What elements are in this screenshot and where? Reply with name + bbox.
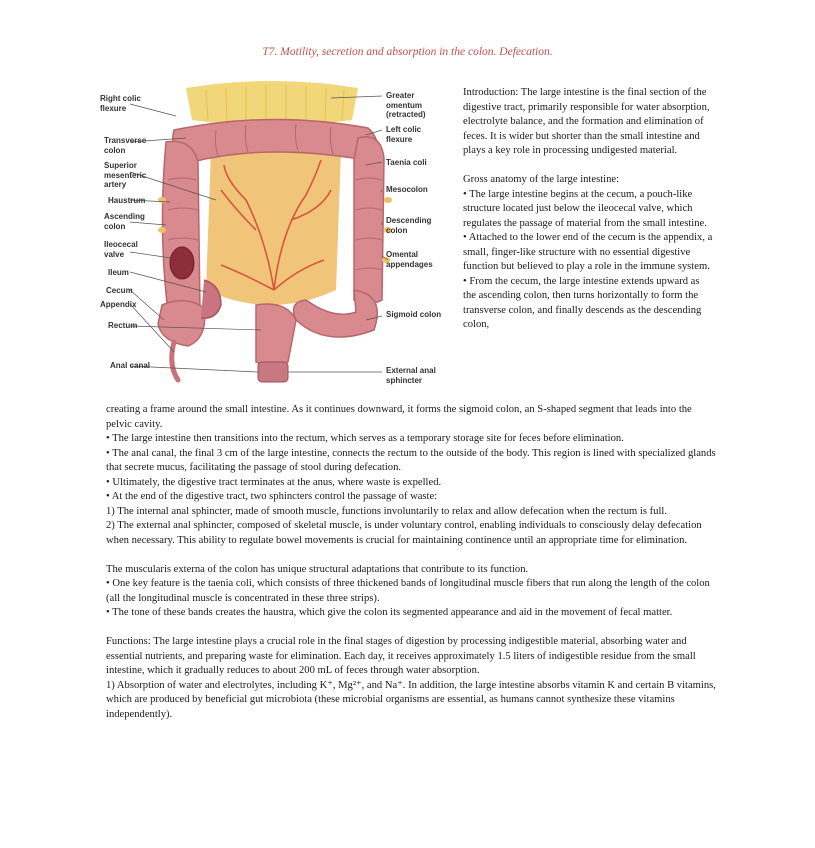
paragraph-muscularis: The muscularis externa of the colon has unique structural adaptations that contribute to its function.	[106, 563, 529, 575]
main-text-block	[106, 403, 718, 722]
bullet-sphincters: • At the end of the digestive tract, two sphincters control the passage of waste:	[106, 491, 438, 502]
bullet-rectum: • The large intestine then transitions into the rectum, which serves as a temporary storage site for feces before elimination.	[106, 433, 624, 444]
paragraph-gap	[106, 548, 718, 563]
label-ascending-colon: Ascending colon	[104, 212, 145, 231]
label-left-colic-flexure: Left colic flexure	[386, 125, 422, 144]
item-internal-sphincter: 1) The internal anal sphincter, made of smooth muscle, functions involuntarily to relax and allow defecation when the rectum is full.	[106, 505, 667, 517]
bullet-appendix: • Attached to the lower end of the cecum is the appendix, a small, finger-like structure with no essential digestive function but believed to play a role in the immune system.	[463, 232, 713, 272]
bullet-haustra: • The tone of these bands creates the haustra, which give the colon its segmented appearance and aid in the movement of fecal matter.	[106, 607, 673, 618]
label-haustrum: Haustrum	[108, 196, 146, 205]
label-appendix: Appendix	[100, 300, 137, 309]
item-absorption: 1) Absorption of water and electrolytes, including K⁺, Mg²⁺, and Na⁺. In addition, the large intestine absorbs vitamin K and certain B vitamins, which are produced by beneficial gut microbiota (these microbial organisms are essential, as humans cannot synthesize these vitamins independently).	[106, 679, 716, 720]
label-mesocolon: Mesocolon	[386, 185, 428, 194]
paragraph-gap	[106, 621, 718, 636]
label-taenia-coli: Taenia coli	[386, 158, 427, 167]
paragraph-sigmoid: creating a frame around the small intestine. As it continues downward, it forms the sigmoid colon, an S-shaped segment that leads into the pelvic cavity.	[106, 404, 692, 430]
label-superior-mesenteric-artery: Superior mesenteric artery	[104, 161, 147, 189]
label-descending-colon: Descending colon	[386, 216, 432, 235]
label-sigmoid-colon: Sigmoid colon	[386, 310, 442, 319]
label-external-anal-sphincter: External anal sphincter	[386, 366, 436, 385]
label-ileum: Ileum	[108, 268, 129, 277]
mesentery-shape	[206, 143, 341, 306]
label-rectum: Rectum	[108, 321, 138, 330]
paragraph-gap	[463, 159, 713, 174]
appendix-shape	[172, 342, 178, 380]
gross-anatomy-heading: Gross anatomy of the large intestine:	[463, 174, 620, 185]
bullet-cecum: • The large intestine begins at the cecum, a pouch-like structure located just below the ileocecal valve, which regulates the passage of material from the small intestine.	[463, 188, 707, 229]
label-ileocecal-valve: Ileocecal valve	[104, 240, 138, 259]
item-external-sphincter: 2) The external anal sphincter, composed of skeletal muscle, is under voluntary control, enabling individuals to consciously delay defecation when necessary. This ability to regulate bowel movements is crucial for maintaining continence until an appropriate time for elimination.	[106, 520, 702, 546]
intro-paragraph: Introduction: The large intestine is the final section of the digestive tract, primarily responsible for water absorption, electrolyte balance, and the formation and elimination of feces. It is wider but shorter than the small intestine and plays a key role in processing undigested material.	[463, 87, 710, 156]
ileocecal-valve-shape	[170, 247, 194, 279]
bullet-anal-canal: • The anal canal, the final 3 cm of the large intestine, connects the rectum to the outside of the body. This region is lined with specialized glands that secrete mucus, facilitating the passage of stool during defecation.	[106, 447, 716, 473]
colon-anatomy-figure	[96, 80, 446, 390]
page-title: T7. Motility, secretion and absorption in the colon. Defecation.	[262, 46, 553, 58]
label-transverse-colon: Transverse colon	[104, 136, 147, 155]
bullet-taenia-coli: • One key feature is the taenia coli, which consists of three thickened bands of longitudinal muscle fibers that run along the length of the colon (all the longitudinal muscle is concentrated in these three strips).	[106, 578, 710, 604]
label-cecum: Cecum	[106, 286, 133, 295]
paragraph-functions: Functions: The large intestine plays a crucial role in the final stages of digestion by processing indigestible material, absorbing water and essential nutrients, and preparing waste for elimination. Each day, it receives approximately 1.5 liters of indigestible residue from the small intestine, which it gradually reduces to about 200 mL of feces through water absorption.	[106, 636, 696, 676]
anal-canal-shape	[258, 362, 288, 382]
side-text-column	[463, 86, 713, 333]
bullet-anus: • Ultimately, the digestive tract terminates at the anus, where waste is expelled.	[106, 476, 442, 488]
label-anal-canal: Anal canal	[110, 361, 151, 370]
label-omental-appendages: Omental appendages	[386, 250, 433, 269]
label-right-colic-flexure: Right colic flexure	[100, 94, 141, 113]
label-greater-omentum: Greater omentum (retracted)	[386, 91, 426, 119]
bullet-colon-course: • From the cecum, the large intestine extends upward as the ascending colon, then turns horizontally to form the transverse colon, and finally descends as the descending colon,	[463, 275, 702, 330]
